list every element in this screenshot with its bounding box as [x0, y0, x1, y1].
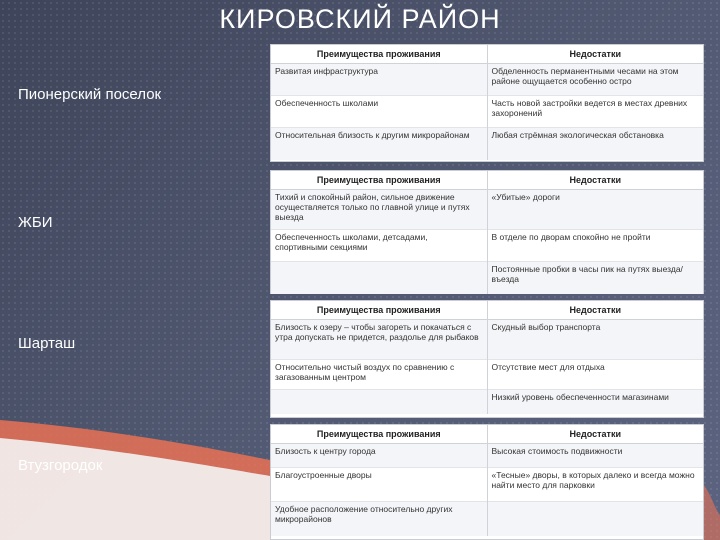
- pro-cell: Относительная близость к другим микрорайонам: [271, 128, 487, 160]
- pro-cell: Близость к озеру – чтобы загореть и покачаться с утра допускать не придется, раздолье для рыбаков: [271, 320, 487, 360]
- pro-cell: Благоустроенные дворы: [271, 468, 487, 502]
- con-cell: Отсутствие мест для отдыха: [487, 360, 703, 390]
- pro-cell: Относительно чистый воздух по сравнению с загазованным центром: [271, 360, 487, 390]
- pros-header: Преимущества проживания: [271, 171, 487, 190]
- con-cell: Постоянные пробки в часы пик на путях выезда/въезда: [487, 262, 703, 294]
- con-cell: «Убитые» дороги: [487, 190, 703, 230]
- page-title: КИРОВСКИЙ РАЙОН: [219, 4, 501, 34]
- district-label-vtuzgorodok: Втузгородок: [18, 457, 103, 474]
- pro-cell: [271, 390, 487, 414]
- district-label-shartash: Шарташ: [18, 335, 76, 352]
- pro-cell: Развитая инфраструктура: [271, 64, 487, 96]
- pro-cell: Обеспеченность школами, детсадами, спортивными секциями: [271, 230, 487, 262]
- pro-cell: Тихий и спокойный район, сильное движение осуществляется только по главной улице и путях выезда: [271, 190, 487, 230]
- cons-header: Недостатки: [487, 301, 703, 320]
- pro-cell: Удобное расположение относительно других микрорайонов: [271, 502, 487, 536]
- pros-header: Преимущества проживания: [271, 45, 487, 64]
- con-cell: [487, 502, 703, 536]
- district-table-shartash: [270, 300, 704, 418]
- con-cell: Обделенность перманентными чесами на этом районе ощущается особенно остро: [487, 64, 703, 96]
- pro-cell: [271, 262, 487, 294]
- district-table-pioneer: [270, 44, 704, 162]
- district-table-vtuzgorodok: [270, 424, 704, 540]
- pro-cell: Обеспеченность школами: [271, 96, 487, 128]
- pros-header: Преимущества проживания: [271, 301, 487, 320]
- pro-cell: Близость к центру города: [271, 444, 487, 468]
- con-cell: «Тесные» дворы, в которых далеко и всегда можно найти место для парковки: [487, 468, 703, 502]
- con-cell: Скудный выбор транспорта: [487, 320, 703, 360]
- con-cell: Низкий уровень обеспеченности магазинами: [487, 390, 703, 414]
- cons-header: Недостатки: [487, 45, 703, 64]
- con-cell: Любая стрёмная экологическая обстановка: [487, 128, 703, 160]
- cons-header: Недостатки: [487, 425, 703, 444]
- cons-header: Недостатки: [487, 171, 703, 190]
- con-cell: Часть новой застройки ведется в местах древних захоронений: [487, 96, 703, 128]
- district-label-zhbi: ЖБИ: [18, 214, 53, 231]
- district-label-pioneer: Пионерский поселок: [18, 86, 162, 103]
- district-table-zhbi: [270, 170, 704, 294]
- pros-header: Преимущества проживания: [271, 425, 487, 444]
- con-cell: Высокая стоимость подвижности: [487, 444, 703, 468]
- con-cell: В отделе по дворам спокойно не пройти: [487, 230, 703, 262]
